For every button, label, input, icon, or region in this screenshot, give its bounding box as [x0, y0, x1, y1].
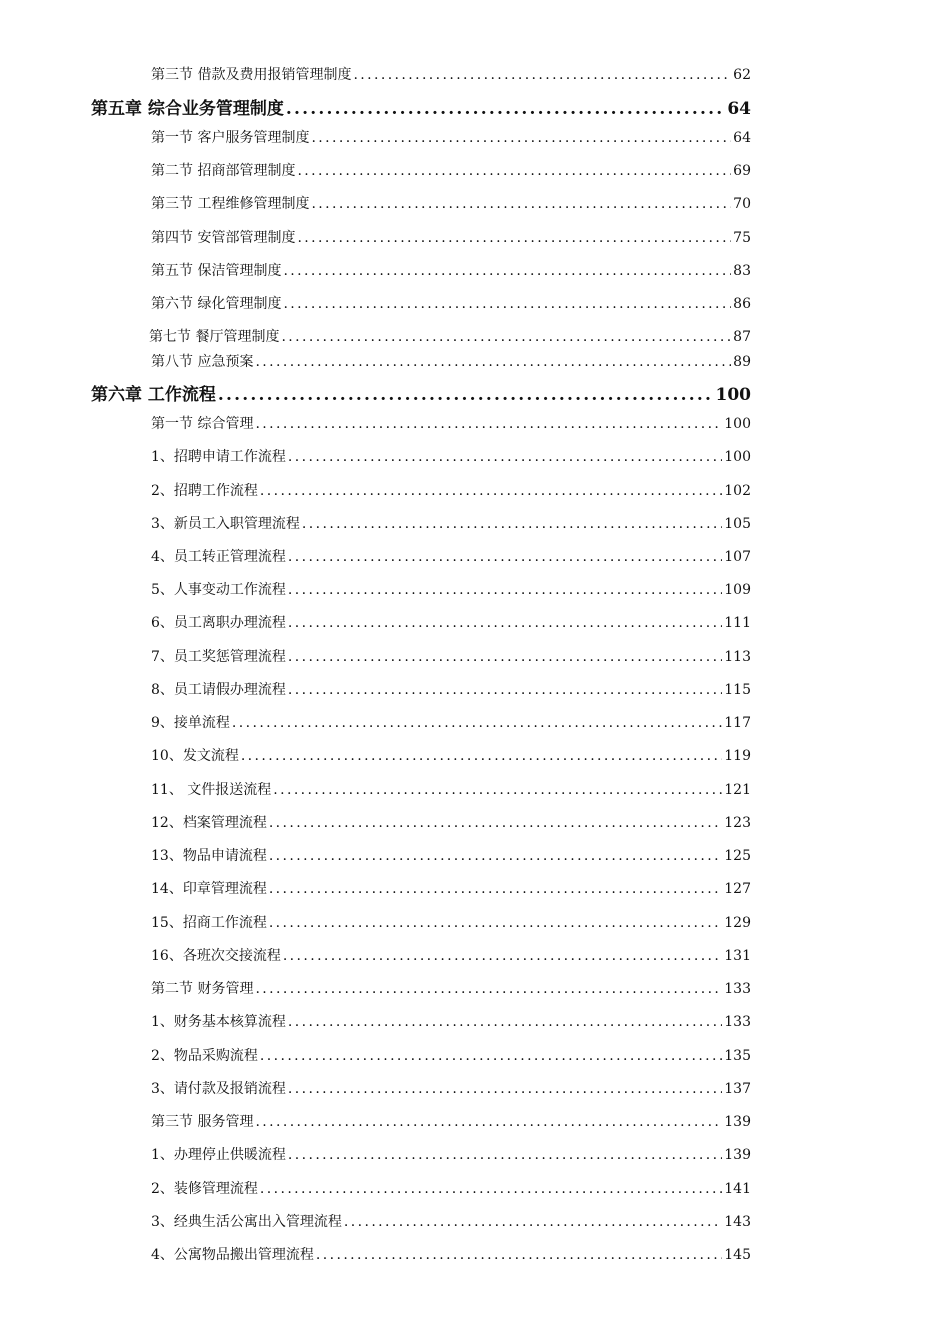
dot-leader: [288, 549, 722, 565]
toc-entry-title: 3、新员工入职管理流程: [151, 516, 300, 532]
toc-page-number: 135: [724, 1048, 751, 1064]
toc-chapter-title: 第五章 综合业务管理制度: [91, 99, 284, 119]
toc-entry-title: 第七节 餐厅管理制度: [149, 329, 280, 345]
toc-entry: [151, 446, 751, 466]
toc-page-number: 139: [724, 1114, 751, 1130]
toc-entry-title: 8、员工请假办理流程: [151, 682, 286, 698]
dot-leader: [344, 1214, 722, 1230]
toc-entry: [151, 1011, 751, 1031]
toc-entry: [151, 978, 751, 998]
dot-leader: [269, 881, 722, 897]
dot-leader: [283, 296, 731, 312]
toc-entry-title: 第一节 综合管理: [151, 416, 254, 432]
toc-page-number: 100: [715, 385, 751, 405]
toc-entry-title: 1、办理停止供暖流程: [151, 1147, 286, 1163]
dot-leader: [260, 483, 722, 499]
toc-entry-title: 第三节 借款及费用报销管理制度: [151, 67, 352, 83]
toc-entry: [151, 546, 751, 566]
toc-entry: [151, 612, 751, 632]
toc-entry-title: 1、招聘申请工作流程: [151, 449, 286, 465]
dot-leader: [288, 582, 722, 598]
toc-page-number: 115: [724, 682, 751, 698]
toc-entry-title: 6、员工离职办理流程: [151, 615, 286, 631]
toc-entry-title: 第四节 安管部管理制度: [151, 230, 296, 246]
toc-page-number: 86: [733, 296, 751, 312]
toc-entry: [151, 745, 751, 765]
toc-entry: [151, 878, 751, 898]
toc-page-number: 145: [724, 1247, 751, 1263]
dot-leader: [241, 748, 722, 764]
toc-entry-title: 15、招商工作流程: [151, 915, 267, 931]
toc-entry-title: 第二节 招商部管理制度: [151, 163, 296, 179]
dot-leader: [269, 915, 722, 931]
toc-page-number: 62: [733, 67, 751, 83]
toc-page-number: 107: [724, 549, 751, 565]
dot-leader: [288, 649, 722, 665]
toc-chapter-title: 第六章 工作流程: [91, 385, 216, 405]
toc-page-number: 70: [733, 196, 751, 212]
toc-entry: [151, 127, 751, 147]
dot-leader: [255, 981, 722, 997]
dot-leader: [255, 1114, 722, 1130]
dot-leader: [311, 130, 731, 146]
dot-leader: [297, 163, 731, 179]
toc-entry-title: 9、接单流程: [151, 715, 230, 731]
toc-entry: [151, 480, 751, 500]
toc-entry-title: 第三节 工程维修管理制度: [151, 196, 310, 212]
toc-page-number: 143: [724, 1214, 751, 1230]
toc-page-number: 131: [724, 948, 751, 964]
toc-entry: [151, 1211, 751, 1231]
toc-page-number: 100: [724, 449, 751, 465]
toc-entry-title: 第六节 绿化管理制度: [151, 296, 282, 312]
dot-leader: [297, 230, 731, 246]
dot-leader: [288, 1147, 722, 1163]
toc-entry: [151, 679, 751, 699]
toc-page-number: 117: [724, 715, 751, 731]
toc-entry-title: 2、物品采购流程: [151, 1048, 258, 1064]
dot-leader: [269, 815, 722, 831]
toc-entry-title: 第八节 应急预案: [151, 354, 254, 370]
toc-entry-title: 5、人事变动工作流程: [151, 582, 286, 598]
toc-entry: [151, 912, 751, 932]
toc-entry-title: 1、财务基本核算流程: [151, 1014, 286, 1030]
toc-entry-title: 2、装修管理流程: [151, 1181, 258, 1197]
toc-entry: [151, 227, 751, 247]
toc-entry-title: 第五节 保洁管理制度: [151, 263, 282, 279]
toc-entry-title: 4、公寓物品搬出管理流程: [151, 1247, 314, 1263]
toc-chapter: [91, 94, 751, 119]
toc-entry-title: 11、 文件报送流程: [151, 782, 272, 798]
toc-page-number: 64: [733, 130, 751, 146]
toc-page-number: 109: [724, 582, 751, 598]
toc-page-number: 133: [724, 981, 751, 997]
toc-page-number: 83: [733, 263, 751, 279]
dot-leader: [232, 715, 722, 731]
toc-page-number: 137: [724, 1081, 751, 1097]
toc-entry: [151, 845, 751, 865]
dot-leader: [288, 682, 722, 698]
toc-entry: [151, 646, 751, 666]
toc-chapter: [91, 380, 751, 405]
dot-leader: [288, 1081, 722, 1097]
toc-page-number: 105: [724, 516, 751, 532]
toc-entry-title: 第一节 客户服务管理制度: [151, 130, 310, 146]
toc-entry: [151, 160, 751, 180]
toc-entry: [151, 1244, 751, 1264]
toc-entry: [151, 579, 751, 599]
dot-leader: [255, 416, 722, 432]
toc-page-number: 139: [724, 1147, 751, 1163]
toc-page-number: 129: [724, 915, 751, 931]
toc-entry-title: 14、印章管理流程: [151, 881, 267, 897]
toc-entry-title: 12、档案管理流程: [151, 815, 267, 831]
toc-page-number: 87: [733, 329, 751, 345]
toc-entry: [151, 351, 751, 371]
toc-page-number: 119: [724, 748, 751, 764]
toc-page-number: 123: [724, 815, 751, 831]
dot-leader: [288, 615, 722, 631]
dot-leader: [269, 848, 722, 864]
toc-entry-title: 16、各班次交接流程: [151, 948, 281, 964]
dot-leader: [218, 385, 714, 405]
toc-entry: [151, 1078, 751, 1098]
toc-entry: [151, 513, 751, 533]
toc-entry: [151, 779, 751, 799]
toc-entry: [151, 193, 751, 213]
toc-page-number: 125: [724, 848, 751, 864]
toc-entry: [151, 812, 751, 832]
toc-entry-title: 7、员工奖惩管理流程: [151, 649, 286, 665]
dot-leader: [302, 516, 722, 532]
toc-page-number: 102: [724, 483, 751, 499]
toc-entry: [151, 1045, 751, 1065]
dot-leader: [316, 1247, 722, 1263]
dot-leader: [283, 263, 731, 279]
toc-page-number: 127: [724, 881, 751, 897]
toc-page-number: 121: [724, 782, 751, 798]
dot-leader: [288, 1014, 722, 1030]
dot-leader: [260, 1181, 722, 1197]
toc-entry-title: 3、经典生活公寓出入管理流程: [151, 1214, 342, 1230]
toc-page-number: 64: [727, 99, 751, 119]
toc-entry: [151, 293, 751, 313]
dot-leader: [353, 67, 731, 83]
toc-entry: [151, 260, 751, 280]
toc-page-number: 89: [733, 354, 751, 370]
toc-page-number: 133: [724, 1014, 751, 1030]
toc-page-number: 111: [724, 615, 751, 631]
toc-page-number: 113: [724, 649, 751, 665]
toc-entry: [151, 1144, 751, 1164]
toc-entry: [149, 326, 751, 346]
toc-entry: [151, 1178, 751, 1198]
toc-page-number: 100: [724, 416, 751, 432]
dot-leader: [260, 1048, 722, 1064]
dot-leader: [273, 782, 722, 798]
dot-leader: [255, 354, 731, 370]
dot-leader: [283, 948, 722, 964]
toc-entry: [151, 712, 751, 732]
toc-entry: [151, 64, 751, 84]
dot-leader: [311, 196, 731, 212]
dot-leader: [286, 99, 725, 119]
toc-entry-title: 10、发文流程: [151, 748, 239, 764]
toc-entry-title: 3、请付款及报销流程: [151, 1081, 286, 1097]
dot-leader: [288, 449, 722, 465]
toc-entry-title: 4、员工转正管理流程: [151, 549, 286, 565]
toc-page-number: 75: [733, 230, 751, 246]
toc-entry: [151, 945, 751, 965]
toc-entry-title: 第三节 服务管理: [151, 1114, 254, 1130]
toc-entry-title: 13、物品申请流程: [151, 848, 267, 864]
toc-page-number: 69: [733, 163, 751, 179]
toc-entry-title: 2、招聘工作流程: [151, 483, 258, 499]
toc-page-number: 141: [724, 1181, 751, 1197]
toc-entry: [151, 1111, 751, 1131]
dot-leader: [281, 329, 731, 345]
toc-entry: [151, 413, 751, 433]
toc-entry-title: 第二节 财务管理: [151, 981, 254, 997]
